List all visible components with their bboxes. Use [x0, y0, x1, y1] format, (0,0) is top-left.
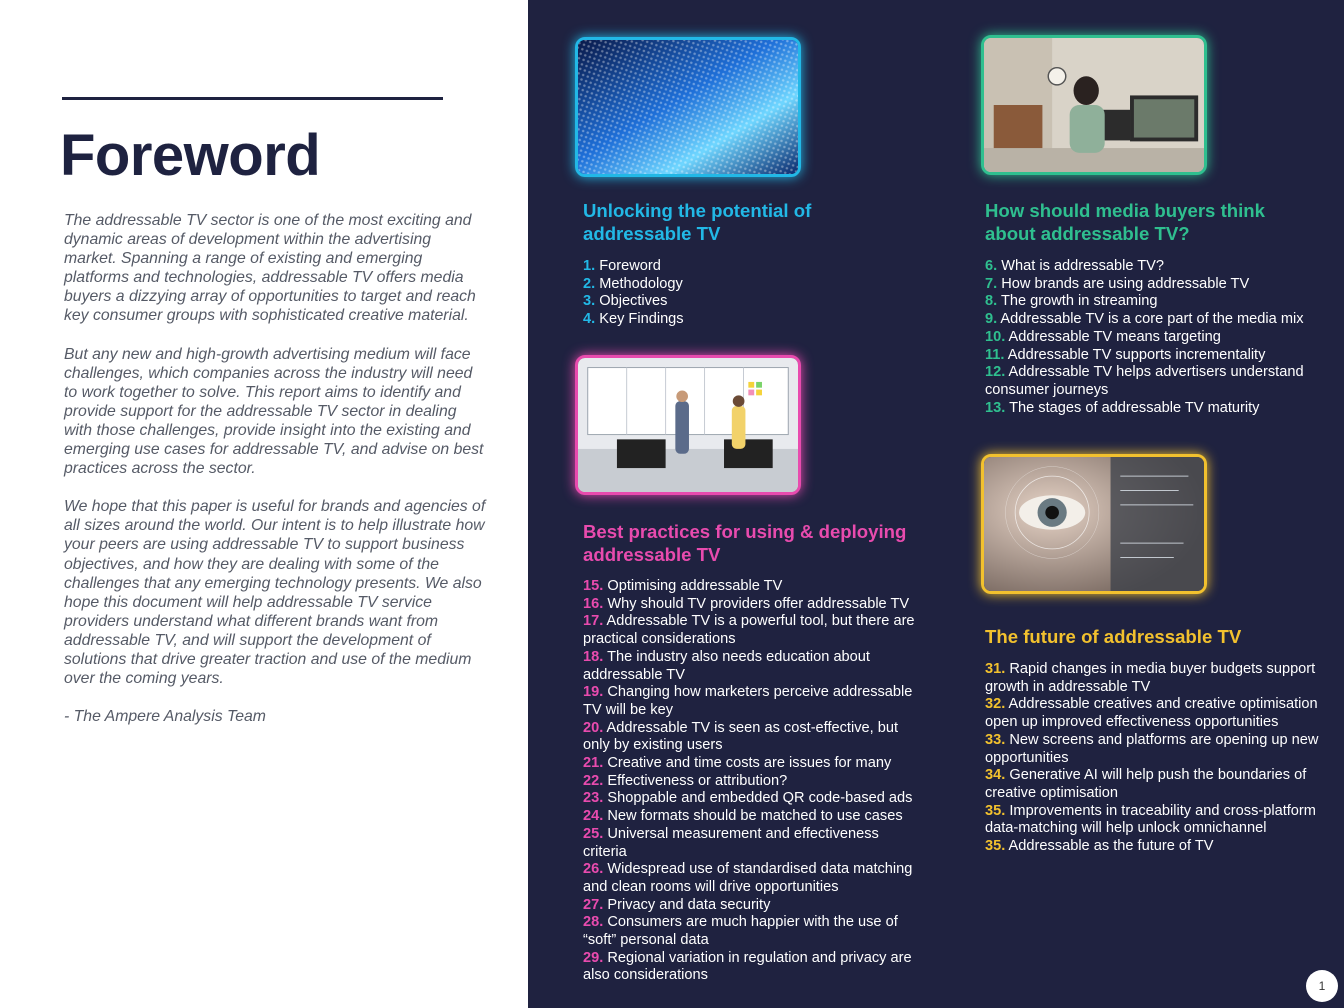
- contents-item[interactable]: 28. Consumers are much happier with the use of “soft” personal data: [583, 914, 898, 949]
- contents-list-future: [985, 661, 1325, 856]
- contents-item[interactable]: 19. Changing how marketers perceive addressable TV will be key: [583, 684, 913, 718]
- foreword-paragraph: The addressable TV sector is one of the most exciting and dynamic areas of development within the advertising market. Spanning a range of existing and emerging platforms and technologies, addressable TV offers media buyers a dizzying array of opportunities to target and reach key consumer groups with sophisticated creative material.: [64, 212, 476, 325]
- contents-item[interactable]: 21. Creative and time costs are issues for many: [583, 755, 892, 772]
- foreword-signature: - The Ampere Analysis Team: [64, 708, 266, 726]
- foreword-text: [64, 211, 488, 745]
- contents-item[interactable]: 3. Objectives: [583, 293, 668, 310]
- foreword-panel: [0, 0, 528, 1008]
- foreword-paragraph: But any new and high-growth advertising medium will face challenges, which companies across the industry will need to work together to solve. This report aims to identify and provide support for the addressable TV sector in dealing with those challenges, provide insight into the existing and emerging use cases for addressable TV, and advise on best practices across the sector.: [64, 345, 484, 478]
- contents-item[interactable]: 17. Addressable TV is a powerful tool, but there are practical considerations: [583, 613, 915, 648]
- contents-item[interactable]: 6. What is addressable TV?: [985, 258, 1165, 274]
- section-title-buyers: How should media buyers think about addressable TV?: [985, 200, 1265, 244]
- eye-digital-image: [981, 454, 1207, 594]
- contents-item[interactable]: 11. Addressable TV supports incrementality: [985, 346, 1266, 363]
- contents-item[interactable]: 33. New screens and platforms are opening up new opportunities: [985, 731, 1319, 766]
- contents-item[interactable]: 20. Addressable TV is seen as cost-effective, but only by existing users: [583, 719, 899, 754]
- page-number: 1: [1306, 970, 1338, 1002]
- contents-item[interactable]: 29. Regional variation in regulation and privacy are also considerations: [583, 949, 912, 984]
- contents-item[interactable]: 12. Addressable TV helps advertisers understand consumer journeys: [985, 364, 1304, 398]
- contents-item[interactable]: 8. The growth in streaming: [985, 293, 1158, 310]
- contents-item[interactable]: 32. Addressable creatives and creative optimisation open up improved effectiveness opportunities: [985, 696, 1318, 731]
- page-title: Foreword: [60, 123, 321, 188]
- contents-item[interactable]: 9. Addressable TV is a core part of the media mix: [985, 311, 1304, 328]
- contents-item[interactable]: 23. Shoppable and embedded QR code-based ads: [583, 790, 913, 807]
- contents-item[interactable]: 10. Addressable TV means targeting: [985, 328, 1221, 345]
- contents-item[interactable]: 35. Improvements in traceability and cross-platform data-matching will help unlock omnichannel: [985, 802, 1316, 837]
- contents-item[interactable]: 15. Optimising addressable TV: [583, 578, 783, 594]
- contents-item[interactable]: 24. New formats should be matched to use cases: [583, 808, 903, 825]
- contents-item[interactable]: 22. Effectiveness or attribution?: [583, 772, 788, 789]
- foreword-paragraph: We hope that this paper is useful for brands and agencies of all sizes around the world. Our intent is to help illustrate how your peers are using addressable TV to support business objectives, and how they are dealing with some of the challenges that any emerging technology presents. We also hope this document will help addressable TV service providers understand what different brands want from addressable TV, and will support the development of solutions that drive greater traction and use of the medium over the coming years.: [64, 498, 486, 688]
- contents-item[interactable]: 13. The stages of addressable TV maturity: [985, 399, 1260, 416]
- led-screen-image: [575, 37, 801, 177]
- contents-item[interactable]: 18. The industry also needs education about addressable TV: [583, 648, 870, 683]
- contents-item[interactable]: 25. Universal measurement and effectiveness criteria: [583, 825, 879, 860]
- contents-item[interactable]: 26. Widespread use of standardised data matching and clean rooms will drive opportunities: [583, 861, 913, 895]
- contents-item[interactable]: 7. How brands are using addressable TV: [985, 275, 1250, 292]
- contents-panel: [528, 0, 1344, 1008]
- contents-list-best-practices: [583, 578, 921, 985]
- contents-item[interactable]: 2. Methodology: [583, 275, 683, 292]
- woman-at-desk-image: [981, 35, 1207, 175]
- contents-list-unlocking: [583, 258, 913, 329]
- title-rule: [62, 97, 443, 100]
- section-title-future: The future of addressable TV: [985, 626, 1242, 647]
- contents-item[interactable]: 16. Why should TV providers offer addressable TV: [583, 595, 910, 612]
- contents-item[interactable]: 4. Key Findings: [583, 311, 684, 328]
- section-title-unlocking: Unlocking the potential of addressable TV: [583, 200, 812, 244]
- section-title-best-practices: Best practices for using & deploying addressable TV: [583, 521, 907, 565]
- contents-item[interactable]: 27. Privacy and data security: [583, 896, 771, 913]
- contents-item[interactable]: 31. Rapid changes in media buyer budgets support growth in addressable TV: [985, 661, 1316, 695]
- contents-item[interactable]: 1. Foreword: [583, 258, 661, 274]
- contents-list-buyers: [985, 258, 1325, 417]
- office-meeting-image: [575, 355, 801, 495]
- contents-item[interactable]: 34. Generative AI will help push the boundaries of creative optimisation: [985, 767, 1307, 801]
- contents-item[interactable]: 35. Addressable as the future of TV: [985, 838, 1214, 855]
